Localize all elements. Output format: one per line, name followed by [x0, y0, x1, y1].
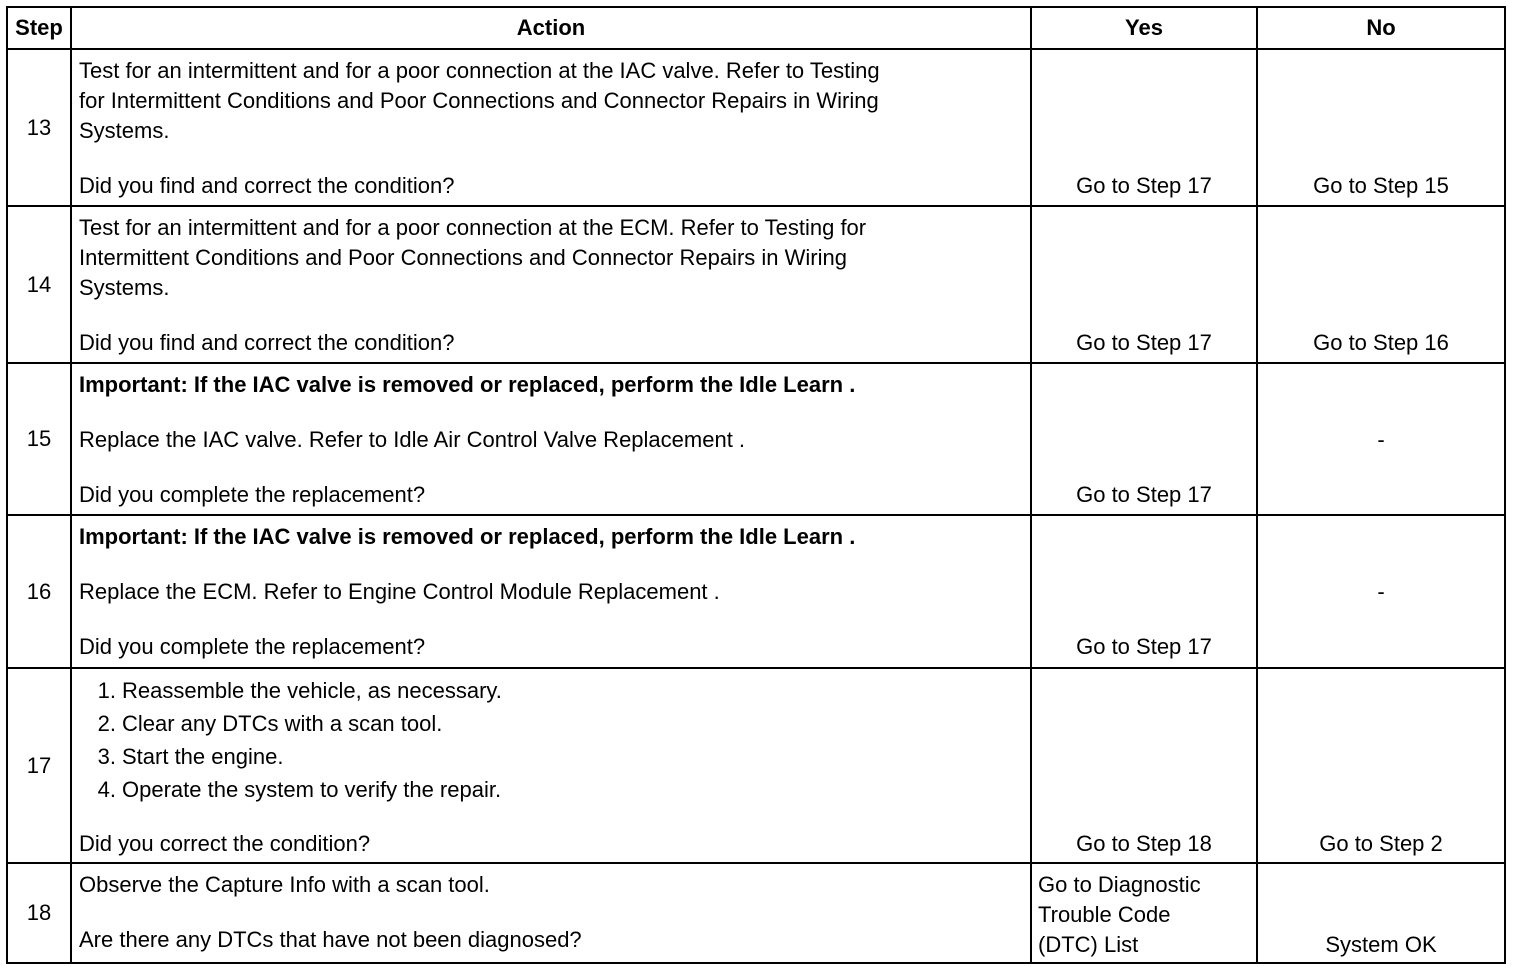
action-question: Are there any DTCs that have not been diagnosed?	[79, 927, 582, 952]
header-no: No	[1366, 15, 1396, 40]
action-line: Test for an intermittent and for a poor connection at the ECM. Refer to Testing for	[79, 215, 867, 240]
table-row-step-13	[8, 50, 1504, 207]
no-goto: System OK	[1325, 932, 1437, 957]
list-item	[86, 707, 502, 740]
action-question: Did you complete the replacement?	[79, 634, 426, 659]
action-question: Did you find and correct the condition?	[79, 173, 455, 198]
no-cell	[1258, 669, 1504, 862]
action-text: Replace the ECM. Refer to Engine Control Module Replacement .	[79, 579, 720, 604]
list-text: Clear any DTCs with a scan tool.	[122, 711, 443, 736]
yes-goto-line: Trouble Code	[1038, 902, 1171, 927]
list-item	[86, 674, 502, 707]
header-yes: Yes	[1032, 8, 1258, 48]
diagnostic-table	[6, 6, 1506, 964]
list-text: Start the engine.	[122, 744, 284, 769]
table-row-step-15	[8, 364, 1504, 516]
step-number: 14	[8, 207, 72, 362]
yes-cell	[1032, 207, 1258, 362]
list-number: 1 .	[86, 674, 122, 707]
no-cell	[1258, 864, 1504, 962]
action-cell	[72, 207, 1032, 362]
action-cell	[72, 364, 1032, 514]
action-line: Test for an intermittent and for a poor connection at the IAC valve. Refer to Testing	[79, 58, 880, 83]
yes-goto: Go to Step 17	[1076, 330, 1212, 355]
action-cell	[72, 669, 1032, 862]
no-goto: Go to Step 16	[1313, 330, 1449, 355]
yes-cell	[1032, 864, 1258, 962]
yes-goto: Go to Step 17	[1076, 173, 1212, 198]
list-text: Reassemble the vehicle, as necessary.	[122, 678, 502, 703]
step-number: 15	[8, 364, 72, 514]
yes-goto-line: (DTC) List	[1038, 932, 1139, 957]
yes-goto	[1038, 870, 1256, 960]
no-goto: -	[1377, 427, 1385, 452]
table-header-row	[8, 8, 1504, 50]
list-number: 3 .	[86, 740, 122, 773]
yes-cell	[1032, 364, 1258, 514]
step-number: 18	[8, 864, 72, 962]
header-step: Step	[8, 8, 72, 48]
yes-cell	[1032, 516, 1258, 667]
list-item	[86, 773, 502, 806]
yes-goto: Go to Step 17	[1076, 482, 1212, 507]
step-number: 17	[8, 669, 72, 862]
action-cell	[72, 50, 1032, 205]
no-cell	[1258, 364, 1504, 514]
yes-cell	[1032, 50, 1258, 205]
action-question: Did you complete the replacement?	[79, 482, 426, 507]
action-question: Did you find and correct the condition?	[79, 330, 455, 355]
table-row-step-14	[8, 207, 1504, 364]
action-text	[79, 213, 1022, 303]
no-goto: -	[1377, 579, 1385, 604]
list-number: 2 .	[86, 707, 122, 740]
step-number: 16	[8, 516, 72, 667]
no-cell	[1258, 207, 1504, 362]
action-text: Observe the Capture Info with a scan tool.	[79, 872, 490, 897]
list-number: 4 .	[86, 773, 122, 806]
action-line: Systems.	[79, 118, 170, 143]
action-line: Intermittent Conditions and Poor Connections and Connector Repairs in Wiring	[79, 245, 847, 270]
no-goto: Go to Step 15	[1313, 173, 1449, 198]
yes-goto-line: Go to Diagnostic	[1038, 872, 1201, 897]
no-goto: Go to Step 2	[1319, 831, 1443, 856]
action-text: Replace the IAC valve. Refer to Idle Air Control Valve Replacement .	[79, 427, 746, 452]
list-item	[86, 740, 502, 773]
action-cell	[72, 864, 1032, 962]
numbered-list	[86, 674, 502, 806]
header-action: Action	[72, 8, 1032, 48]
table-row-step-16	[8, 516, 1504, 669]
action-text	[79, 56, 1022, 146]
no-cell	[1258, 516, 1504, 667]
table-row-step-17	[8, 669, 1504, 864]
yes-goto: Go to Step 17	[1076, 634, 1212, 659]
important-note: Important: If the IAC valve is removed or replaced, perform the Idle Learn .	[79, 524, 856, 549]
action-cell	[72, 516, 1032, 667]
yes-goto: Go to Step 18	[1076, 831, 1212, 856]
action-line: for Intermittent Conditions and Poor Connections and Connector Repairs in Wiring	[79, 88, 879, 113]
important-note: Important: If the IAC valve is removed or replaced, perform the Idle Learn .	[79, 372, 856, 397]
no-cell	[1258, 50, 1504, 205]
step-number: 13	[8, 50, 72, 205]
yes-cell	[1032, 669, 1258, 862]
table-row-step-18	[8, 864, 1504, 962]
list-text: Operate the system to verify the repair.	[122, 777, 502, 802]
action-line: Systems.	[79, 275, 170, 300]
action-question: Did you correct the condition?	[79, 831, 371, 856]
